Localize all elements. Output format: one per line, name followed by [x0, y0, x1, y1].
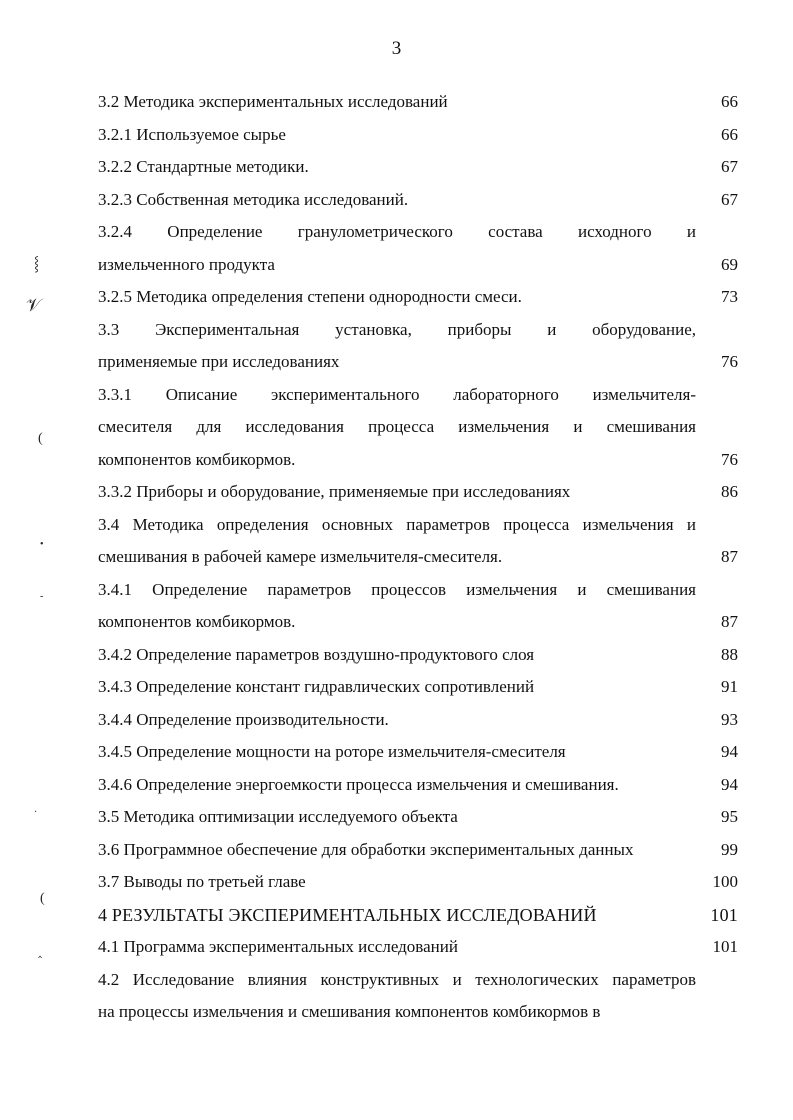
toc-entry-title	[98, 964, 696, 1029]
toc-entry-line: 3.2.4 Определение гранулометрического состава исходного и	[98, 222, 696, 241]
toc-entry	[98, 736, 738, 769]
toc-entry	[98, 151, 738, 184]
scan-mark: ⸾	[34, 257, 40, 272]
toc-entry	[98, 834, 738, 867]
toc-entry-line: 3.4.1 Определение параметров процессов измельчения и смешивания	[98, 579, 696, 599]
toc-entry	[98, 86, 738, 119]
toc-entry-page: 66	[721, 92, 738, 111]
scan-mark: (	[40, 891, 45, 906]
toc-entry-title	[98, 216, 696, 281]
scan-mark: •	[40, 539, 44, 550]
toc-entry-title	[98, 379, 696, 477]
toc-entry-line: 3.4 Методика определения основных параметров процесса измельчения и	[98, 514, 696, 534]
scan-mark: ‸	[38, 944, 43, 958]
toc-entry-page: 87	[721, 612, 738, 631]
scan-mark: (	[38, 431, 43, 446]
toc-entry-line: 3.5 Методика оптимизации исследуемого объекта	[98, 807, 458, 826]
toc-entry-line: 3.4.4 Определение производительности.	[98, 709, 389, 729]
toc-entry-line: смешивания в рабочей камере измельчителя-смесителя.	[98, 547, 503, 566]
toc-entry-page: 67	[721, 157, 738, 176]
toc-entry-page: 87	[721, 547, 738, 566]
toc-entry-title	[98, 866, 696, 899]
toc-entry-title	[98, 769, 696, 802]
page-number: 3	[391, 38, 402, 59]
toc-entry-line: 3.3 Экспериментальная установка, приборы и оборудование,	[98, 319, 696, 339]
toc-entry-line: смесителя для исследования процесса измельчения и смешивания	[98, 417, 696, 436]
toc-entry-line: 4.1 Программа экспериментальных исследований	[98, 937, 458, 956]
toc-entry-line: 3.7 Выводы по третьей главе	[98, 872, 306, 891]
toc-entry	[98, 281, 738, 314]
toc-entry-line: 3.2.3 Собственная методика исследований.	[98, 189, 409, 209]
toc-entry-title	[98, 671, 696, 704]
toc-entry	[98, 119, 738, 152]
toc-entry-line: измельченного продукта	[98, 254, 275, 274]
toc-entry-line: 3.2.2 Стандартные методики.	[98, 157, 309, 176]
toc-entry-title	[98, 151, 696, 184]
toc-entry	[98, 509, 738, 574]
toc-entry-line: 3.6 Программное обеспечение для обработки экспериментальных данных	[98, 839, 634, 859]
toc-entry-page: 76	[721, 449, 738, 469]
toc-entry-title	[98, 736, 696, 769]
toc-entry	[98, 931, 738, 964]
toc-entry-line: 3.2.5 Методика определения степени однородности смеси.	[98, 287, 522, 306]
toc-entry-page: 93	[721, 709, 738, 729]
toc-entry-page: 76	[721, 352, 738, 371]
toc-entry-title	[98, 801, 696, 834]
toc-entry-page: 91	[721, 677, 738, 696]
toc-entry-line: 3.3.1 Описание экспериментального лабораторного измельчителя-	[98, 384, 696, 404]
toc-entry-page: 101	[712, 937, 738, 956]
toc-entry-page: 86	[721, 482, 738, 501]
toc-entry	[98, 899, 738, 932]
toc-entry-page: 88	[721, 644, 738, 664]
toc-entry	[98, 184, 738, 217]
toc-entry-title	[98, 476, 696, 509]
toc-entry-page: 99	[721, 839, 738, 859]
toc-entry	[98, 704, 738, 737]
toc-entry	[98, 801, 738, 834]
toc-entry-page: 101	[710, 904, 738, 925]
toc-entry-title	[98, 899, 696, 932]
toc-entry-title	[98, 639, 696, 672]
toc-entry	[98, 639, 738, 672]
toc-entry-title	[98, 119, 696, 152]
toc-entry-line: 4.2 Исследование влияния конструктивных и технологических параметров	[98, 969, 696, 989]
toc-entry-page: 73	[721, 287, 738, 306]
toc-entry-page: 94	[721, 742, 738, 761]
toc-entry-line: компонентов комбикормов.	[98, 612, 296, 631]
toc-entry-line: 3.3.2 Приборы и оборудование, применяемые при исследованиях	[98, 482, 571, 501]
toc-entry-line: 3.2 Методика экспериментальных исследований	[98, 92, 448, 111]
toc-entry	[98, 574, 738, 639]
toc-entry-page: 67	[721, 189, 738, 209]
toc-entry-title	[98, 86, 696, 119]
toc-entry-page: 69	[721, 254, 738, 274]
toc-entry-title	[98, 834, 696, 867]
scan-mark: 𝒱	[26, 295, 41, 315]
toc-entry-title	[98, 184, 696, 217]
toc-entry	[98, 314, 738, 379]
toc-entry-title	[98, 574, 696, 639]
toc-entry-line: 3.4.5 Определение мощности на роторе измельчителя-смесителя	[98, 742, 566, 761]
toc-entry-title	[98, 314, 696, 379]
toc-entry-line: 3.4.6 Определение энергоемкости процесса измельчения и смешивания.	[98, 774, 619, 794]
toc-entry-page: 95	[721, 807, 738, 826]
toc-entry	[98, 866, 738, 899]
toc-entry-line: применяемые при исследованиях	[98, 352, 340, 371]
toc-entry-page: 66	[721, 124, 738, 144]
toc-entry	[98, 216, 738, 281]
toc-entry-page: 100	[712, 872, 738, 891]
toc-entry-title	[98, 281, 696, 314]
toc-entry-line: 3.4.2 Определение параметров воздушно-продуктового слоя	[98, 644, 535, 664]
table-of-contents	[98, 86, 738, 1029]
toc-entry-line: 3.4.3 Определение констант гидравлических сопротивлений	[98, 677, 535, 696]
toc-entry-page: 94	[721, 774, 738, 794]
toc-entry-title	[98, 509, 696, 574]
toc-entry	[98, 964, 738, 1029]
scan-mark: -	[40, 591, 44, 602]
toc-entry	[98, 769, 738, 802]
toc-entry-line: 4 РЕЗУЛЬТАТЫ ЭКСПЕРИМЕНТАЛЬНЫХ ИССЛЕДОВАНИЙ	[98, 904, 597, 925]
toc-entry	[98, 476, 738, 509]
toc-entry	[98, 379, 738, 477]
toc-entry-line: 3.2.1 Используемое сырье	[98, 124, 286, 144]
scan-mark: ·	[34, 807, 38, 818]
toc-entry-title	[98, 931, 696, 964]
toc-entry-line: на процессы измельчения и смешивания компонентов комбикормов в	[98, 1002, 601, 1021]
toc-entry	[98, 671, 738, 704]
toc-entry-line: компонентов комбикормов.	[98, 449, 296, 469]
toc-entry-title	[98, 704, 696, 737]
